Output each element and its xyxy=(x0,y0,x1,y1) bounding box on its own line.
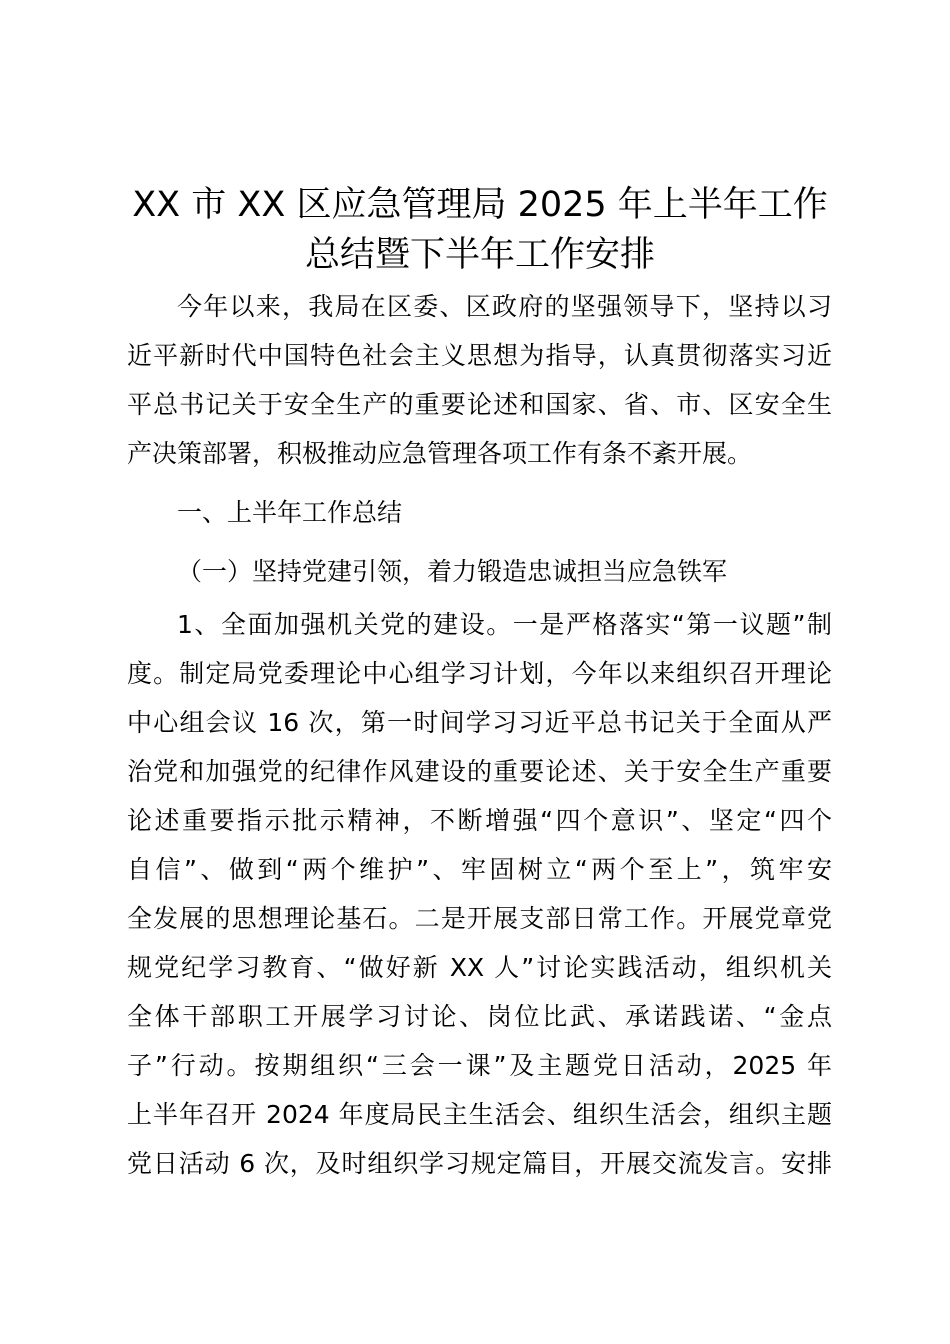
section-heading: 一、上半年工作总结 xyxy=(177,498,403,527)
item-paragraph xyxy=(127,600,832,1188)
intro-paragraph xyxy=(127,282,832,478)
intro-line-3: 平总书记关于安全生产的重要论述和国家、省、市、区安全生 xyxy=(127,390,832,419)
item-line-3: 中心组会议 16 次，第一时间学习习近平总书记关于全面从严 xyxy=(127,708,832,737)
item-line-12: 党日活动 6 次，及时组织学习规定篇目，开展交流发言。安排 xyxy=(127,1149,832,1178)
document-title xyxy=(100,180,860,280)
intro-line-4: 产决策部署，积极推动应急管理各项工作有条不紊开展。 xyxy=(127,439,753,468)
intro-line-1: 今年以来，我局在区委、区政府的坚强领导下，坚持以习 xyxy=(177,292,832,321)
item-line-4: 治党和加强党的纪律作风建设的重要论述、关于安全生产重要 xyxy=(127,757,832,786)
item-line-5: 论述重要指示批示精神，不断增强“四个意识”、坚定“四个 xyxy=(127,806,832,835)
item-line-1: 1、全面加强机关党的建设。一是严格落实“第一议题”制 xyxy=(177,610,832,639)
item-line-9: 全体干部职工开展学习讨论、岗位比武、承诺践诺、“金点 xyxy=(127,1002,832,1031)
item-line-6: 自信”、做到“两个维护”、牢固树立“两个至上”，筑牢安 xyxy=(127,855,832,884)
item-line-11: 上半年召开 2024 年度局民主生活会、组织生活会，组织主题 xyxy=(127,1100,832,1129)
document-body xyxy=(127,282,832,1188)
title-line-1: XX 市 XX 区应急管理局 2025 年上半年工作 xyxy=(132,185,828,225)
item-line-8: 规党纪学习教育、“做好新 XX 人”讨论实践活动，组织机关 xyxy=(127,953,832,982)
item-line-7: 全发展的思想理论基石。二是开展支部日常工作。开展党章党 xyxy=(127,904,832,933)
subsection-heading: （一）坚持党建引领，着力锻造忠诚担当应急铁军 xyxy=(177,557,728,586)
item-line-10: 子”行动。按期组织“三会一课”及主题党日活动，2025 年 xyxy=(127,1051,832,1080)
intro-line-2: 近平新时代中国特色社会主义思想为指导，认真贯彻落实习近 xyxy=(127,341,832,370)
item-line-2: 度。制定局党委理论中心组学习计划，今年以来组织召开理论 xyxy=(127,659,832,688)
title-line-2: 总结暨下半年工作安排 xyxy=(304,235,655,275)
